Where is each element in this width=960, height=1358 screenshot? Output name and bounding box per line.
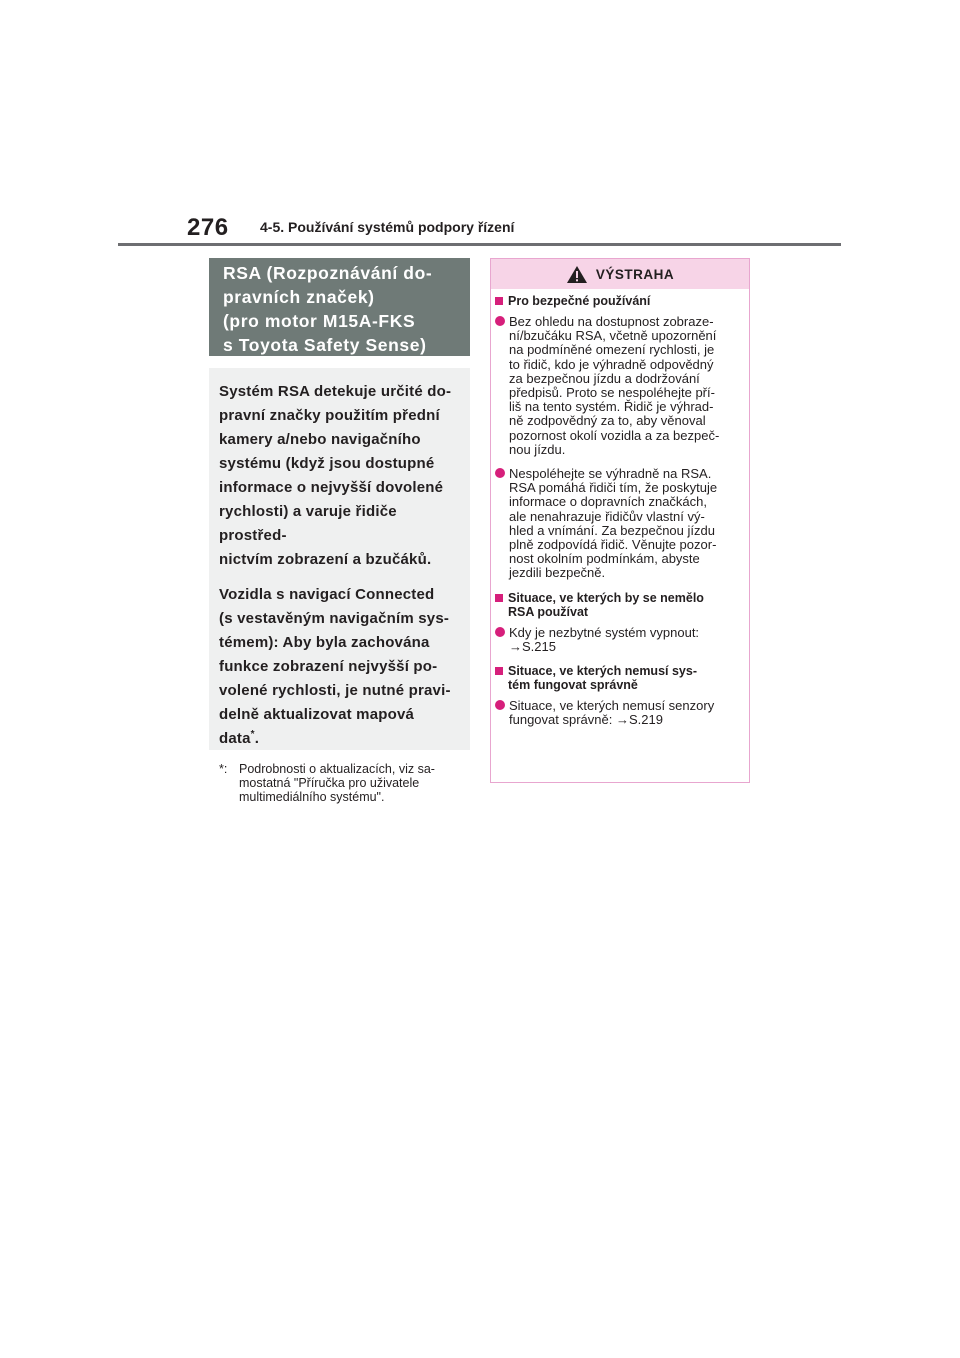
footnote — [219, 762, 462, 804]
heading-line: RSA (Rozpoznávání do- — [223, 263, 433, 283]
warning-bullet — [495, 467, 743, 581]
text-line: informace o nejvyšší dovolené — [219, 479, 444, 496]
warning-box — [490, 258, 750, 783]
warning-subheading — [495, 664, 743, 692]
text-line: to řidič, kdo je výhradně odpovědný — [509, 356, 714, 372]
intro-paragraph — [219, 380, 462, 572]
page-reference[interactable]: →S.215 — [509, 638, 556, 654]
text-line: nou jízdu. — [509, 441, 566, 457]
warning-subheading — [495, 294, 743, 308]
text-line: témem): Aby byla zachována — [219, 634, 430, 651]
text-line: jezdili bezpečně. — [509, 565, 606, 581]
warning-header — [491, 259, 749, 289]
text-line: ně zodpovědný za to, aby věnoval — [509, 413, 706, 429]
heading-line: pravních značek) — [223, 287, 375, 307]
page-number: 276 — [187, 214, 229, 241]
section-title: 4-5. Používání systémů podpory řízení — [260, 219, 515, 235]
heading-line: s Toyota Safety Sense) — [223, 335, 427, 355]
text-line: (s vestavěným navigačním sys- — [219, 610, 450, 627]
text-line: Bez ohledu na dostupnost zobraze- — [509, 314, 714, 329]
text-line: Situace, ve kterých nemusí senzory — [509, 698, 715, 714]
square-bullet-icon — [495, 594, 508, 602]
text-line: multimediálního systému". — [239, 790, 385, 804]
subheading-text — [508, 664, 743, 692]
text-line: tém fungovat správně — [508, 678, 638, 693]
subheading-text — [508, 591, 743, 619]
square-bullet-icon — [495, 667, 508, 675]
text-line: kamery a/nebo navigačního — [219, 431, 421, 448]
warning-body — [491, 289, 749, 727]
footnote-mark: *: — [219, 762, 228, 776]
text-line: nictvím zobrazení a bzučáků. — [219, 551, 432, 568]
text-line: Systém RSA detekuje určité do- — [219, 383, 452, 400]
warning-title: VÝSTRAHA — [595, 266, 675, 282]
text-line: RSA používat — [508, 604, 589, 619]
text-line: ale nenahrazuje řidičův vlastní vý- — [509, 508, 705, 524]
text-line: systému (když jsou dostupné — [219, 455, 435, 472]
circle-bullet-icon — [495, 468, 509, 581]
warning-bullet — [495, 315, 743, 457]
bullet-text — [509, 699, 743, 727]
text-line: ní/bzučáku RSA, včetně upozornění — [509, 328, 717, 344]
text-line: Situace, ve kterých by se nemělo — [508, 590, 704, 605]
text-line: Situace, ve kterých nemusí sys- — [508, 664, 697, 679]
text-line: předpisů. Proto se nespoléhejte pří- — [509, 385, 715, 401]
section-heading — [209, 258, 470, 356]
text-line: volené rychlosti, je nutné pravi- — [219, 682, 451, 699]
text-line: Podrobnosti o aktualizacích, viz sa- — [239, 762, 435, 776]
text-line-suffix: . — [254, 730, 260, 747]
text-line: Vozidla s navigací Connected — [219, 586, 435, 603]
warning-bullet — [495, 626, 743, 654]
text-line: Kdy je nezbytné systém vypnout: — [509, 624, 700, 640]
warning-subheading — [495, 591, 743, 619]
text-line: delně aktualizovat mapová — [219, 706, 415, 723]
bullet-text — [509, 626, 743, 654]
square-bullet-icon — [495, 297, 508, 305]
text-line: RSA pomáhá řidiči tím, že poskytuje — [509, 480, 718, 496]
left-column — [209, 258, 470, 804]
bullet-text — [509, 315, 743, 457]
warning-bullet — [495, 699, 743, 727]
circle-bullet-icon — [495, 700, 509, 727]
warning-triangle-icon — [566, 265, 588, 284]
text-line: data — [219, 730, 251, 747]
text-line: nost okolním podmínkám, abyste — [509, 551, 700, 567]
footnote-reference: * — [250, 729, 255, 740]
text-line: informace o dopravních značkách, — [509, 494, 707, 510]
text-line: hled a vnímání. Za bezpečnou jízdu — [509, 522, 715, 538]
text-line: funkce zobrazení nejvyšší po- — [219, 658, 438, 675]
text-line: za bezpečnou jízdu a dodržování — [509, 370, 700, 386]
circle-bullet-icon — [495, 316, 509, 457]
text-line: liš na tento systém. Řidič je výhrad- — [509, 399, 714, 415]
text-line: mostatná "Příručka pro uživatele — [239, 776, 420, 790]
intro-panel — [209, 368, 470, 804]
text-line: plně zodpovídá řidič. Věnujte pozor- — [509, 537, 717, 553]
page-reference[interactable]: fungovat správně: →S.219 — [509, 712, 663, 728]
connected-paragraph — [219, 583, 462, 751]
text-line: pozornost okolí vozidla a za bezpeč- — [509, 427, 720, 443]
text-line: rychlosti) a varuje řidiče prostřed- — [219, 503, 397, 544]
heading-line: (pro motor M15A-FKS — [223, 311, 416, 331]
text-line: Nespoléhejte se výhradně na RSA. — [509, 466, 712, 482]
bullet-text — [509, 467, 743, 581]
header-divider — [118, 243, 841, 246]
subheading-text: Pro bezpečné používání — [508, 294, 651, 308]
footnote-text — [239, 762, 462, 804]
circle-bullet-icon — [495, 627, 509, 654]
text-line: na podmíněné omezení rychlosti, je — [509, 342, 715, 358]
text-line: pravní značky použitím přední — [219, 407, 440, 424]
